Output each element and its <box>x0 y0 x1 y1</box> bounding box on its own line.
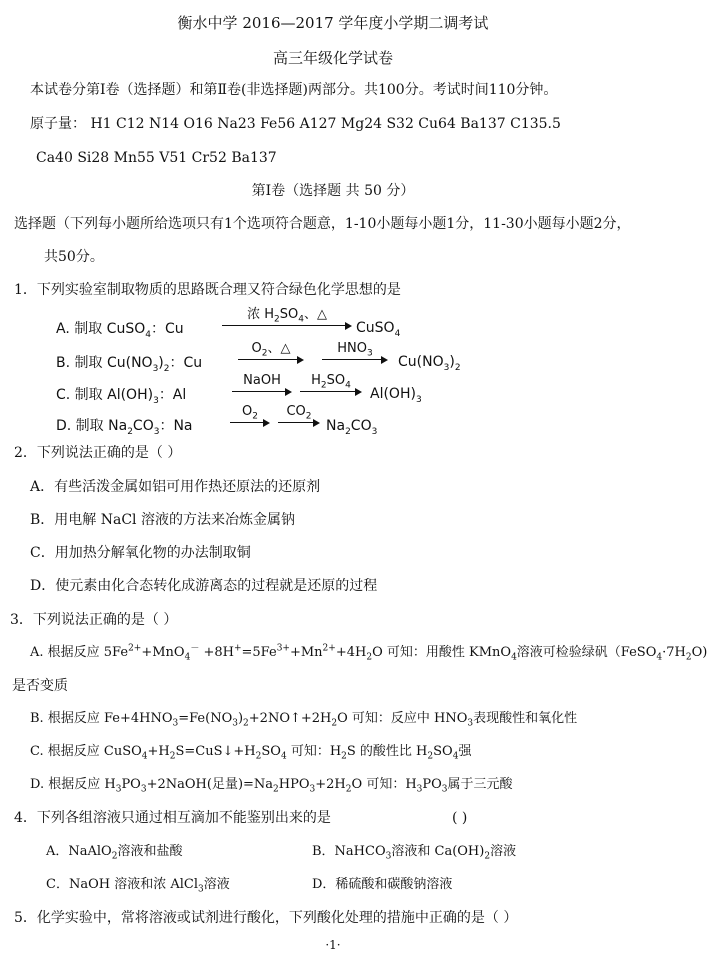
q4-option-d: D．稀硫酸和碳酸钠溶液 <box>312 877 453 892</box>
paper-title: 高三年级化学试卷 <box>272 49 393 67</box>
section-instructions-line1: 选择题（下列每小题所给选项只有1个选项符合题意，1-10小题每小题1分，11-30小题每小题2分， <box>14 216 631 232</box>
school-title: 衡水中学 2016—2017 学年度小学期二调考试 <box>177 14 489 32</box>
q5-stem: 5．化学实验中，常将溶液或试剂进行酸化，下列酸化处理的措施中正确的是（ ） <box>14 910 518 926</box>
atomic-weights-line1: 原子量： H1 C12 N14 O16 Na23 Fe56 A127 Mg24 S32 Cu64 Ba137 C135.5 <box>30 116 561 132</box>
q1-option-d: D. 制取 $Na_2CO_3$：Na <box>56 418 193 437</box>
q3-option-a-line2: 是否变质 <box>12 678 68 694</box>
q3-stem: 3．下列说法正确的是（ ） <box>10 612 178 628</box>
q1-a-product: CuSO$_4$ <box>356 320 401 339</box>
section-instructions-line2: 共50分。 <box>44 249 104 265</box>
q4-option-b: B．NaHCO$_3$溶液和 $Ca(OH)_2$溶液 <box>312 844 517 862</box>
q4-option-a: A．NaAlO$_2$溶液和盐酸 <box>46 844 183 862</box>
q1-option-c: C. 制取 $Al(OH)_3$：Al <box>56 387 187 406</box>
q2-option-a: A．有些活泼金属如铝可用作热还原法的还原剂 <box>30 479 321 495</box>
q1-d-product: $Na_2CO_3$ <box>326 418 378 437</box>
q1-d-arrow2: $CO_2$ <box>278 405 320 427</box>
q4-answer-paren: ( ) <box>452 810 468 826</box>
q1-option-b: B. 制取 $Cu(NO_3)_2$：Cu <box>56 355 203 374</box>
q1-stem: 1．下列实验室制取物质的思路既合理又符合绿色化学思想的是 <box>14 282 401 298</box>
q1-d-arrow1: $O_2$ <box>230 405 270 427</box>
q1-c-arrow1: NaOH <box>232 374 292 396</box>
q3-option-b: B. 根据反应 $Fe+4HNO_3=Fe(NO_3)_2+2NO↑+2H_2O$ 可知：反应中 $HNO_3$表现酸性和氧化性 <box>30 711 578 729</box>
q2-option-c: C．用加热分解氧化物的办法制取铜 <box>30 545 251 561</box>
section-title: 第Ⅰ卷（选择题 共 50 分） <box>251 183 415 199</box>
q2-stem: 2．下列说法正确的是（ ） <box>14 445 182 461</box>
q2-option-b: B．用电解 NaCl 溶液的方法来冶炼金属钠 <box>30 512 295 528</box>
q3-option-c: C. 根据反应 $CuSO_4+H_2S=CuS↓+H_2SO_4$ 可知：$H_2S$ 的酸性比 $H_2SO_4$强 <box>30 744 472 762</box>
q1-a-arrow: 浓 $H_2SO_4$、△ <box>222 308 352 330</box>
q3-option-a-line1: A. 根据反应 $5Fe^{2+}+MnO_4^- +8H^+=5Fe^{3+}+Mn^{2+}+4H_2O$ 可知：用酸性 KMnO$_4$溶液可检验绿矾$(FeSO_4\cdot 7H_2O)$ <box>30 643 707 663</box>
q1-b-product: $Cu(NO_3)_2$ <box>398 354 461 373</box>
q1-c-arrow2: $H_2SO_4$ <box>300 374 362 396</box>
q1-b-arrow2: $HNO_3$ <box>322 342 388 364</box>
q1-c-product: $Al(OH)_3$ <box>370 386 422 405</box>
q4-option-c: C．NaOH 溶液和浓 AlCl$_3$溶液 <box>46 877 230 895</box>
q2-option-d: D．使元素由化合态转化成游离态的过程就是还原的过程 <box>30 578 378 594</box>
exam-intro: 本试卷分第Ⅰ卷（选择题）和第Ⅱ卷(非选择题)两部分。共100分。考试时间110分钟。 <box>30 82 558 98</box>
q3-option-d: D. 根据反应 $H_3PO_3+2NaOH$(足量)$=Na_2HPO_3+2H_2O$ 可知：$H_3PO_3$属于三元酸 <box>30 777 513 795</box>
q1-option-a: A. 制取 CuSO$_4$：Cu <box>56 321 184 340</box>
page-number: ·1· <box>325 938 341 952</box>
q1-b-arrow1: $O_2$、△ <box>238 342 304 364</box>
atomic-weights-line2: Ca40 Si28 Mn55 V51 Cr52 Ba137 <box>36 150 277 166</box>
q4-stem: 4．下列各组溶液只通过相互滴加不能鉴别出来的是 <box>14 810 331 826</box>
